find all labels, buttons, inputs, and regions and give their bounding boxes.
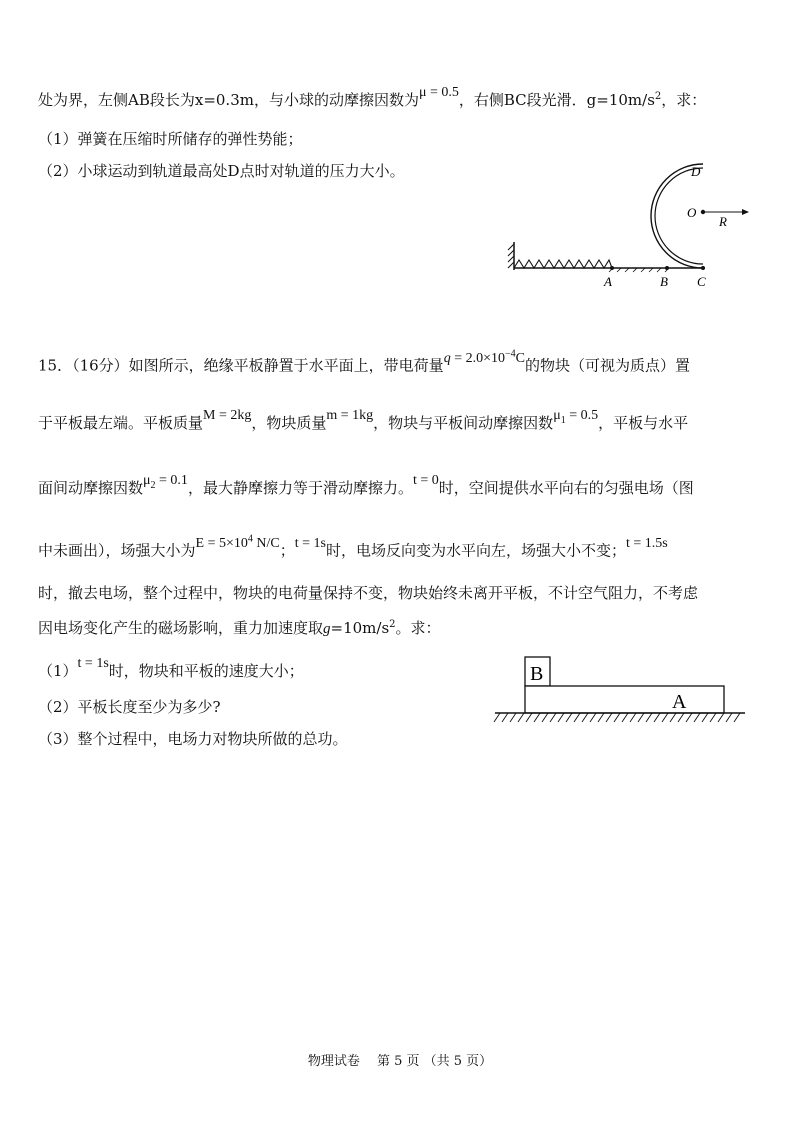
spring bbox=[514, 260, 612, 268]
label-a: A bbox=[604, 274, 612, 289]
q14-line1 bbox=[38, 86, 706, 113]
mu-equation: μ = 0.5 bbox=[418, 85, 459, 100]
q15-subquestion-3: （3）整个过程中，电场力对物块所做的总功。 bbox=[38, 730, 348, 748]
charge-exponent: −4 bbox=[504, 348, 516, 359]
q15-line6-text-a: 因电场变化产生的磁场影响，重力加速度取 bbox=[38, 619, 324, 637]
field-unit: N/C bbox=[252, 535, 280, 551]
plate-mass: M = 2kg bbox=[203, 408, 252, 423]
time-zero: t = 0 bbox=[412, 473, 439, 488]
q15-plate-figure bbox=[490, 650, 750, 732]
q15-sub1-text: 时，物块和平板的速度大小； bbox=[108, 662, 304, 680]
q15-line1-text-b: 的物块（可视为质点）置 bbox=[524, 356, 690, 375]
label-c: C bbox=[697, 274, 706, 289]
q14-subquestion-2: （2）小球运动到轨道最高处D点时对轨道的压力大小。 bbox=[38, 162, 405, 180]
mu1-subscript: 1 bbox=[560, 414, 566, 426]
q15-line6-sup: 2 bbox=[389, 619, 396, 630]
q15-sub1-prefix: （1） bbox=[38, 662, 78, 680]
field-exponent: 4 bbox=[247, 533, 253, 544]
q15-line6-text-b: =10m/s bbox=[330, 619, 390, 637]
mu2-equation bbox=[143, 473, 188, 491]
mu1-symbol: μ bbox=[553, 408, 561, 423]
q15-line3-text-b: ，最大静摩擦力等于滑动摩擦力。 bbox=[187, 479, 413, 497]
q15-line2-text-d: ，平板与水平 bbox=[598, 414, 689, 432]
ground-hatch bbox=[494, 713, 740, 722]
label-block-b: B bbox=[530, 663, 544, 685]
q15-line6 bbox=[38, 614, 441, 640]
point-a-dot bbox=[610, 266, 614, 270]
q15-line2-text-a: 于平板最左端。平板质量 bbox=[38, 414, 204, 432]
page-footer: 物理试卷 第 5 页 （共 5 页） bbox=[307, 1054, 493, 1069]
label-o: O bbox=[687, 205, 697, 220]
label-plate-a: A bbox=[672, 691, 687, 713]
q15-sub1-time: t = 1s bbox=[77, 656, 109, 671]
q15-line4-text-c: 时，电场反向变为水平向左，场强大小不变； bbox=[325, 541, 626, 560]
q15-line3 bbox=[38, 473, 694, 506]
q15-line4-text-b: ； bbox=[279, 541, 295, 560]
q14-line1-text-b: ，右侧BC段光滑．g=10m/s bbox=[458, 91, 655, 109]
charge-equation: $q = 2.0\times 10^{-4}C$ bbox=[443, 348, 525, 366]
label-d: D bbox=[691, 164, 701, 179]
time-one: t = 1s bbox=[294, 535, 326, 551]
q14-line1-text-a: 处为界，左侧AB段长为x=0.3m，与小球的动摩擦因数为 bbox=[38, 91, 419, 109]
q15-line2 bbox=[38, 408, 689, 441]
q14-line1-sup: 2 bbox=[654, 91, 662, 102]
q15-line2-text-c: ，物块与平板间动摩擦因数 bbox=[373, 414, 554, 432]
q15-line4 bbox=[38, 533, 668, 564]
plate-a bbox=[525, 686, 724, 713]
q15-line5: 时，撤去电场，整个过程中，物块的电荷量保持不变，物块始终未离开平板，不计空气阻力，不考虑 bbox=[38, 584, 699, 602]
charge-unit: C bbox=[515, 350, 525, 366]
q14-track-figure bbox=[505, 160, 765, 290]
mu1-value: = 0.5 bbox=[565, 408, 599, 423]
mu2-symbol: μ bbox=[143, 473, 151, 488]
label-b: B bbox=[660, 274, 668, 289]
mu2-subscript: 2 bbox=[150, 479, 156, 491]
center-o-dot bbox=[701, 210, 705, 214]
time-one-point-five: t = 1.5s bbox=[625, 535, 668, 551]
mu2-value: = 0.1 bbox=[155, 473, 188, 488]
q15-line6-text-c: 。求： bbox=[395, 619, 441, 637]
q15-line1 bbox=[38, 348, 690, 379]
gravity-symbol: g bbox=[323, 621, 331, 637]
point-c-dot bbox=[701, 266, 705, 270]
q15-subquestion-2: （2）平板长度至少为多少? bbox=[38, 698, 221, 716]
label-r: R bbox=[719, 214, 727, 229]
q14-line1-text-c: ，求： bbox=[661, 91, 707, 109]
block-mass: m = 1kg bbox=[326, 408, 374, 423]
q15-line1-text-a: 15．（16分）如图所示，绝缘平板静置于水平面上，带电荷量 bbox=[38, 356, 444, 375]
point-b-dot bbox=[665, 266, 669, 270]
q15-line4-text-a: 中未画出），场强大小为 bbox=[38, 541, 196, 560]
wall-hatch bbox=[508, 244, 514, 268]
mu1-equation bbox=[553, 408, 599, 426]
q14-subquestion-1: （1）弹簧在压缩时所储存的弹性势能； bbox=[38, 130, 303, 148]
radius-arrowhead bbox=[742, 209, 749, 215]
q15-subquestion-1 bbox=[38, 656, 304, 684]
q15-line2-text-b: ，物块质量 bbox=[251, 414, 327, 432]
q15-line3-text-c: 时，空间提供水平向右的匀强电场（图 bbox=[438, 479, 694, 497]
field-equation bbox=[195, 533, 280, 551]
field-value: E = 5×10 bbox=[195, 535, 248, 551]
q15-line3-text-a: 面间动摩擦因数 bbox=[38, 479, 144, 497]
